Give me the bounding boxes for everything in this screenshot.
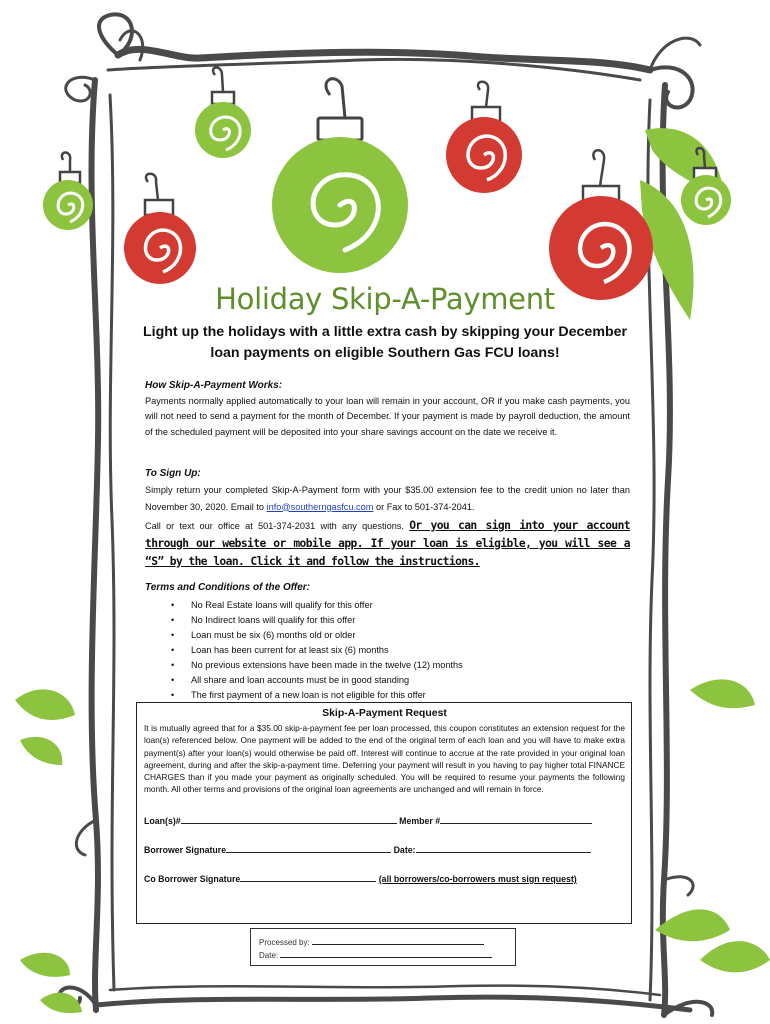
terms-item: • The first payment of a new loan is not eligible for this offer	[191, 688, 630, 703]
handwritten-note: Or you can sign into your account through our website or mobile app. If your loan is eligible, you will see a “S” by the loan. Click it and follow the instructions.	[145, 518, 630, 568]
terms-heading: Terms and Conditions of the Offer:	[145, 582, 311, 593]
email-link[interactable]: info@southerngasfcu.com	[266, 501, 374, 512]
ornament-green-large-icon	[272, 79, 408, 273]
request-body: It is mutually agreed that for a $35.00 skip-a-payment fee per loan processed, this coupon constitutes an extension request for the loan(s) referenced below. One payment will be added to the end of the original term of each loan and you will have to make extra payment(s) after your loan(s) would otherwise be paid off. Interest will continue to accrue at the rate provided in your original loan agreement, during and after the skip-a-payment time. Deferring your payment will result in you having to pay higher total FINANCE CHARGES than if you made your payment as originally scheduled. You will be required to resume your payments the following month. All other terms and provisions of the original loan agreements are unchanged and will remain in force.	[144, 723, 625, 795]
processed-date-line	[259, 949, 515, 962]
ornament-red-center-icon	[446, 82, 522, 193]
member-number-field[interactable]	[440, 815, 592, 824]
page-title: Holiday Skip-A-Payment	[215, 282, 555, 316]
processed-box	[250, 928, 516, 966]
request-title: Skip-A-Payment Request	[322, 707, 447, 719]
terms-item: • All share and loan accounts must be in good standing	[191, 673, 630, 688]
call-text: Call or text our office at 501-374-2031 with any questions.	[145, 520, 404, 531]
ornament-red-left-icon	[124, 174, 196, 284]
terms-item: • No Real Estate loans will qualify for this offer	[191, 598, 630, 613]
ornament-green-small-icon	[195, 67, 251, 158]
processed-by-line	[259, 936, 515, 949]
all-borrowers-note: (all borrowers/co-borrowers must sign request)	[378, 874, 577, 884]
christmas-ornaments	[0, 0, 770, 300]
fax-text: or Fax to 501-374-2041.	[373, 501, 475, 512]
page-subtitle: Light up the holidays with a little extra cash by skipping your December loan payments on eligible Southern Gas FCU loans!	[142, 324, 628, 361]
processed-date-field[interactable]	[280, 949, 492, 958]
terms-item: • No previous extensions have been made in the twelve (12) months	[191, 658, 630, 673]
co-borrower-signature-field[interactable]	[240, 873, 376, 882]
borrower-signature-field[interactable]	[226, 844, 391, 853]
borrower-date-label: Date:	[393, 845, 416, 855]
ornament-green-left-icon	[43, 153, 93, 231]
terms-item: • Loan must be six (6) months old or older	[191, 628, 630, 643]
loan-number-field[interactable]	[181, 815, 397, 824]
processed-by-field[interactable]	[312, 936, 484, 945]
processed-date-label: Date:	[259, 951, 279, 960]
processed-by-label: Processed by:	[259, 938, 310, 947]
terms-item: • No Indirect loans will qualify for this offer	[191, 613, 630, 628]
terms-section	[145, 580, 630, 703]
terms-item: • Loan has been current for at least six (6) months	[191, 643, 630, 658]
sign-up-section	[145, 466, 630, 571]
terms-list	[145, 598, 630, 703]
how-it-works-body: Payments normally applied automatically to your loan will remain in your account, OR if you make cash payments, you will not need to send a payment for the month of December. If your payment is made by payroll deduction, the amount of the scheduled payment will be deposited into your share savings account on the date we receive it.	[145, 395, 630, 437]
sign-up-text: Simply return your completed Skip-A-Payment form with your $35.00 extension fee to the credit union no later than November 30, 2020. Email to	[145, 484, 630, 512]
sign-up-call-block	[145, 517, 630, 571]
member-number-label: Member #	[399, 816, 441, 826]
loan-member-line	[144, 815, 592, 826]
loan-number-label: Loan(s)#	[144, 816, 181, 826]
how-it-works-heading: How Skip-A-Payment Works:	[145, 380, 283, 391]
sign-up-body	[145, 482, 630, 516]
co-borrower-signature-line	[144, 873, 577, 884]
skip-a-payment-request-form	[136, 702, 632, 924]
borrower-signature-label: Borrower Signature	[144, 845, 227, 855]
co-borrower-signature-label: Co Borrower Signature	[144, 874, 241, 884]
sign-up-heading: To Sign Up:	[145, 468, 201, 479]
ornament-green-right-icon	[681, 148, 731, 225]
borrower-signature-line	[144, 844, 591, 855]
how-it-works-section	[145, 378, 630, 440]
borrower-date-field[interactable]	[416, 844, 591, 853]
ornament-red-right-icon	[549, 150, 653, 300]
